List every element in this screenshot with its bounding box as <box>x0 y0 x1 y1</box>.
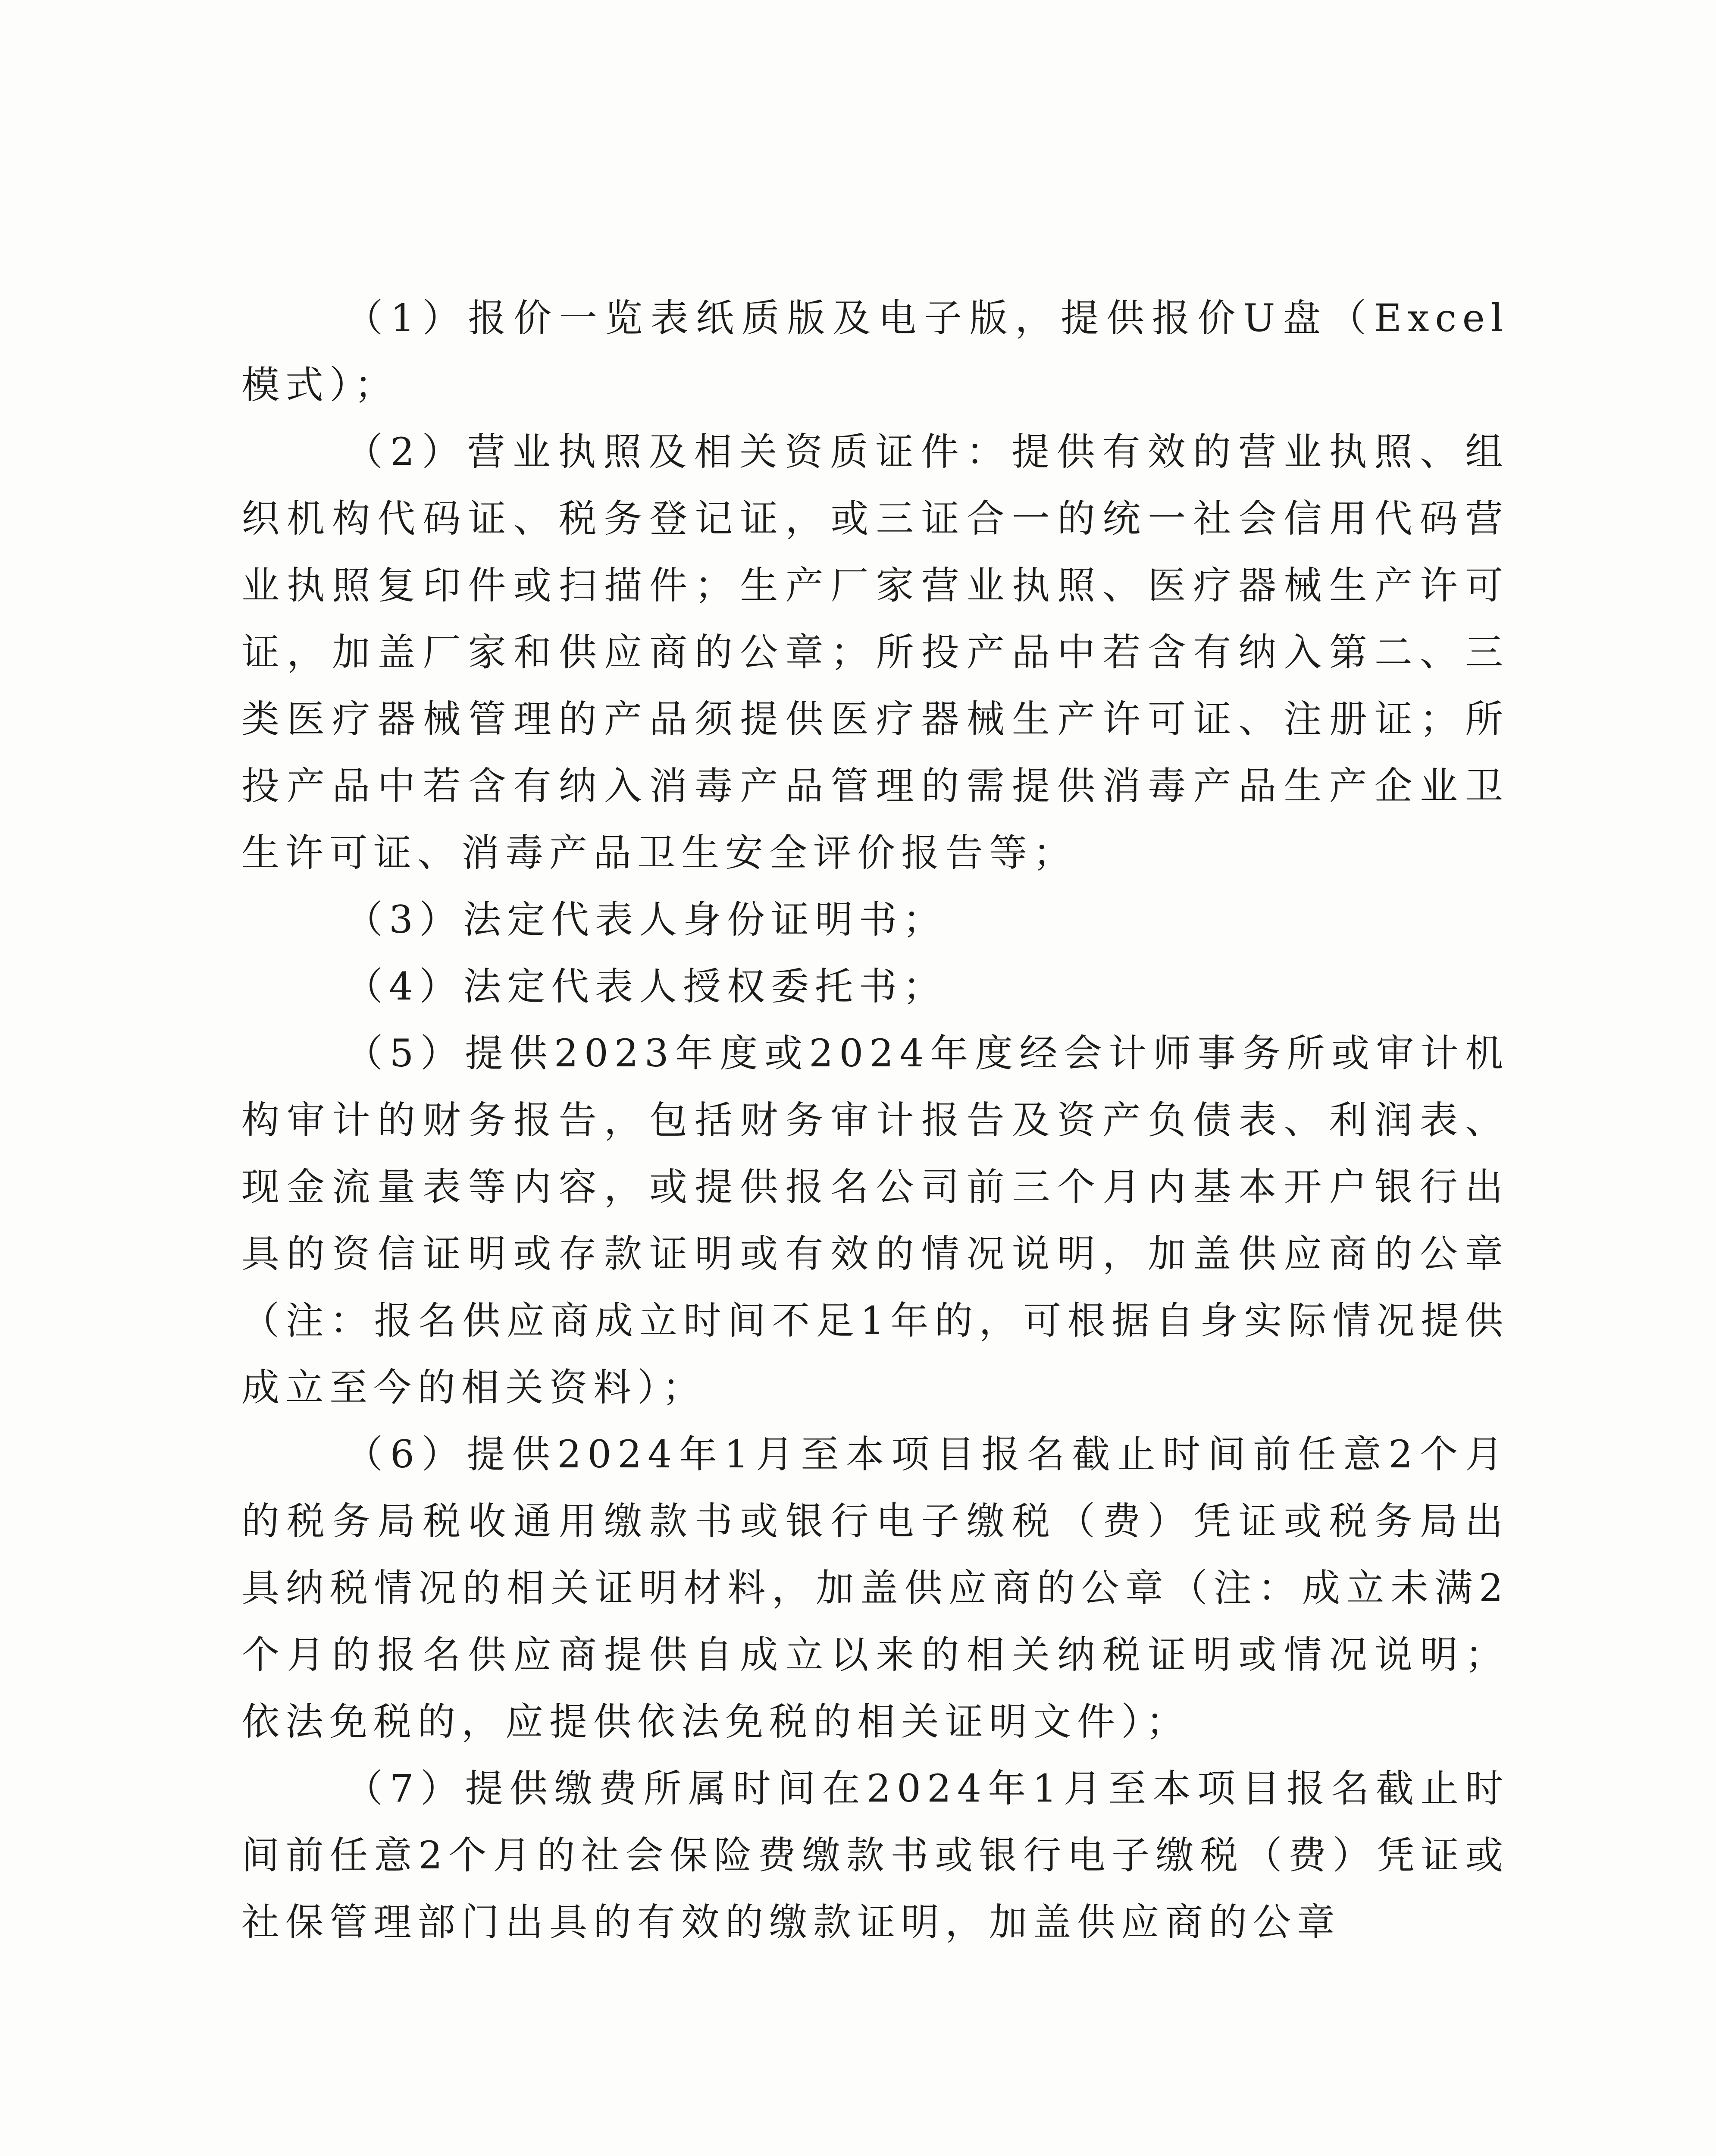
document-body <box>241 285 1509 1955</box>
paragraph-item-4: （4）法定代表人授权委托书； <box>345 964 947 1009</box>
paragraph-item-3: （3）法定代表人身份证明书； <box>345 897 947 942</box>
paragraph-item-1: （1）报价一览表纸质版及电子版，提供报价U盘（Excel模式）； <box>241 296 1509 407</box>
paragraph-item-7: （7）提供缴费所属时间在2024年1月至本项目报名截止时间前任意2个月的社会保险费缴款书或银行电子缴税（费）凭证或社保管理部门出具的有效的缴款证明，加盖供应商的公章 <box>241 1766 1509 1944</box>
paragraph-item-6: （6）提供2024年1月至本项目报名截止时间前任意2个月的税务局税收通用缴款书或银行电子缴税（费）凭证或税务局出具纳税情况的相关证明材料，加盖供应商的公章（注：成立未满2个月的报名供应商提供自成立以来的相关纳税证明或情况说明；依法免税的，应提供依法免税的相关证明文件）； <box>241 1432 1509 1744</box>
paragraph-item-5: （5）提供2023年度或2024年度经会计师事务所或审计机构审计的财务报告，包括财务审计报告及资产负债表、利润表、现金流量表等内容，或提供报名公司前三个月内基本开户银行出具的资信证明或存款证明或有效的情况说明，加盖供应商的公章（注：报名供应商成立时间不足1年的，可根据自身实际情况提供成立至今的相关资料）； <box>241 1031 1509 1410</box>
paragraph-item-2: （2）营业执照及相关资质证件：提供有效的营业执照、组织机构代码证、税务登记证，或三证合一的统一社会信用代码营业执照复印件或扫描件；生产厂家营业执照、医疗器械生产许可证，加盖厂家和供应商的公章；所投产品中若含有纳入第二、三类医疗器械管理的产品须提供医疗器械生产许可证、注册证；所投产品中若含有纳入消毒产品管理的需提供消毒产品生产企业卫生许可证、消毒产品卫生安全评价报告等； <box>241 429 1509 875</box>
